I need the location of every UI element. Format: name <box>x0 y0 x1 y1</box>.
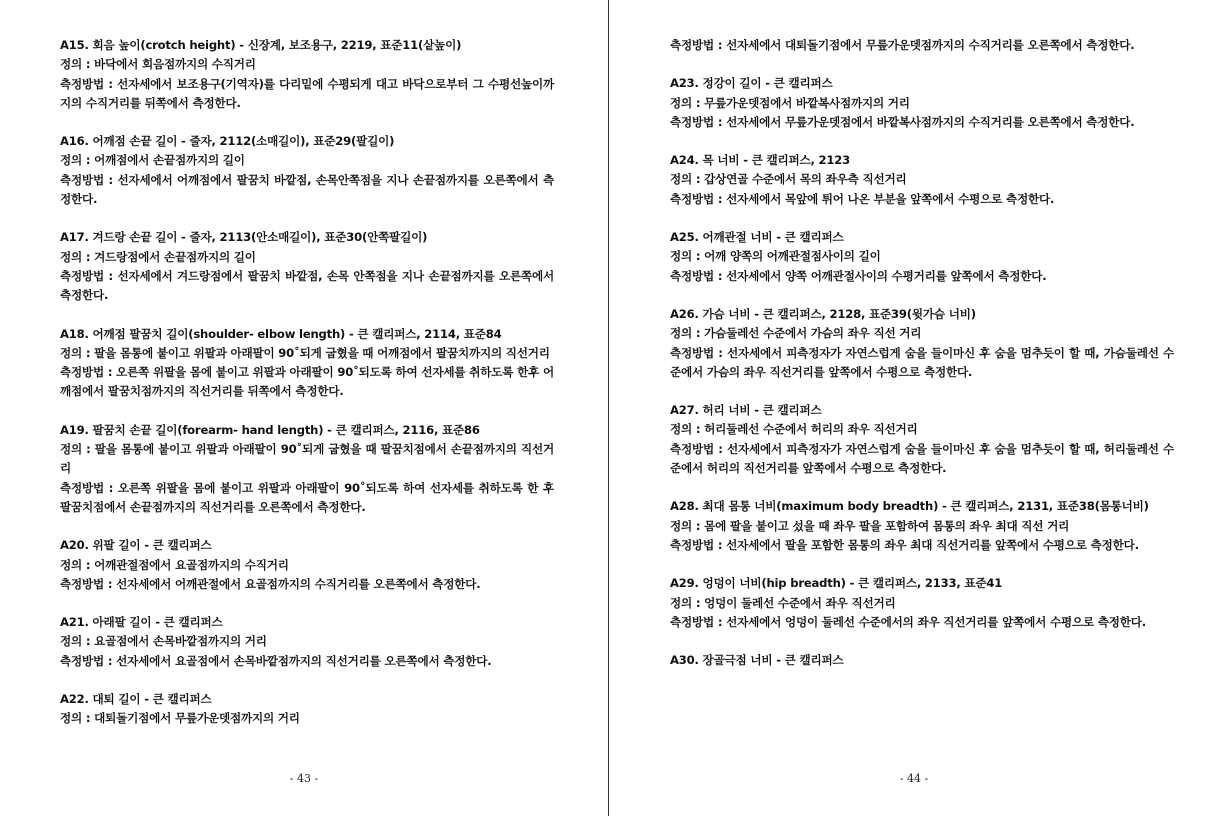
definition-text: 정의 : 요골점에서 손목바깥점까지의 거리 <box>60 634 267 649</box>
definition-text: 정의 : 대퇴돌기점에서 무릎가운뎃점까지의 거리 <box>60 711 300 726</box>
measurement-entry <box>670 305 1174 382</box>
method-text: 측정방법 : 선자세에서 피측정자가 자연스럽게 숨을 들이마신 후 숨을 멈추듯이 할 때, 허리둘레선 수준에서 허리의 직선거리를 앞쪽에서 수평으로 측정한다. <box>670 441 1174 476</box>
entry-title: A20. 위팔 길이 - 큰 캘리퍼스 <box>60 538 212 553</box>
entry-title: A19. 팔꿈치 손끝 길이(forearm- hand length) - 큰 캘리퍼스, 2116, 표준86 <box>60 422 480 437</box>
definition-text: 정의 : 팔을 몸통에 붙이고 위팔과 아래팔이 90˚되게 굽혔을 때 팔꿈치점에서 손끝점까지의 직선거리 <box>60 442 554 476</box>
entry-title: A23. 정강이 길이 - 큰 캘리퍼스 <box>670 76 833 91</box>
measurement-entry <box>670 151 1174 209</box>
method-text: 측정방법 : 선자세에서 무릎가운뎃점에서 바깥복사점까지의 수직거리를 오른쪽에서 측정한다. <box>670 114 1135 129</box>
definition-text: 정의 : 몸에 팔을 붙이고 섰을 때 좌우 팔을 포함하여 몸통의 좌우 최대 직선 거리 <box>670 518 1070 533</box>
right-page-content <box>670 36 1174 689</box>
method-text: 측정방법 : 선자세에서 엉덩이 둘레선 수준에서의 좌우 직선거리를 앞쪽에서 수평으로 측정한다. <box>670 614 1146 629</box>
definition-text: 정의 : 어깨관절점에서 요골점까지의 수직거리 <box>60 557 289 572</box>
entry-title: A21. 아래팔 길이 - 큰 캘리퍼스 <box>60 615 223 630</box>
method-text: 측정방법 : 오른쪽 위팔을 몸에 붙이고 위팔과 아래팔이 90˚되도록 하여 선자세를 취하도록 한 후 팔꿈치점에서 손끝점까지의 직선거리를 오른쪽에서 측정한다. <box>60 480 554 514</box>
definition-text: 정의 : 갑상연골 수준에서 목의 좌우측 직선거리 <box>670 172 907 187</box>
measurement-entry <box>60 36 554 113</box>
entry-title: A22. 대퇴 길이 - 큰 캘리퍼스 <box>60 692 212 707</box>
entry-title: A27. 허리 너비 - 큰 캘리퍼스 <box>670 403 822 418</box>
measurement-entry <box>60 613 554 671</box>
measurement-entry <box>670 651 1174 670</box>
page-number-right: - 44 - <box>899 772 929 785</box>
measurement-entry <box>60 228 554 305</box>
measurement-entry <box>60 325 554 402</box>
definition-text: 정의 : 엉덩이 둘레선 수준에서 좌우 직선거리 <box>670 595 896 610</box>
method-text: 측정방법 : 선자세에서 대퇴돌기점에서 무릎가운뎃점까지의 수직거리를 오른쪽에서 측정한다. <box>670 38 1135 52</box>
definition-text: 정의 : 무릎가운뎃점에서 바깥복사점까지의 거리 <box>670 95 910 110</box>
entry-title: A24. 목 너비 - 큰 캘리퍼스, 2123 <box>670 153 851 168</box>
measurement-entry <box>670 401 1174 478</box>
entry-title: A26. 가슴 너비 - 큰 캘리퍼스, 2128, 표준39(윗가슴 너비) <box>670 306 976 321</box>
left-page <box>0 0 608 816</box>
measurement-entry <box>670 497 1174 555</box>
definition-text: 정의 : 허리둘레선 수준에서 허리의 좌우 직선거리 <box>670 422 918 437</box>
entry-title: A15. 회음 높이(crotch height) - 신장계, 보조용구, 2219, 표준11(샅높이) <box>60 38 462 52</box>
left-page-content <box>60 36 554 748</box>
measurement-entry <box>670 74 1174 132</box>
measurement-entry <box>670 36 1174 55</box>
entry-title: A16. 어깨점 손끝 길이 - 줄자, 2112(소매길이), 표준29(팔길이) <box>60 134 395 149</box>
measurement-entry <box>60 421 554 517</box>
method-text: 측정방법 : 선자세에서 어깨점에서 팔꿈치 바깥점, 손목안쪽점을 지나 손끝점까지를 오른쪽에서 측정한다. <box>60 172 554 207</box>
method-text: 측정방법 : 선자세에서 목앞에 튀어 나온 부분을 앞쪽에서 수평으로 측정한다. <box>670 191 1055 206</box>
entry-title: A25. 어깨관절 너비 - 큰 캘리퍼스 <box>670 230 844 245</box>
definition-text: 정의 : 어깨점에서 손끝점까지의 길이 <box>60 153 245 168</box>
page-divider <box>608 0 609 816</box>
entry-title: A17. 겨드랑 손끝 길이 - 줄자, 2113(안소매길이), 표준30(안쪽팔길이) <box>60 230 428 245</box>
entry-title: A28. 최대 몸통 너비(maximum body breadth) - 큰 캘리퍼스, 2131, 표준38(몸통너비) <box>670 499 1149 514</box>
method-text: 측정방법 : 선자세에서 보조용구(기역자)를 다리밑에 수평되게 대고 바닥으로부터 그 수평선높이까지의 수직거리를 뒤쪽에서 측정한다. <box>60 76 554 110</box>
method-text: 측정방법 : 선자세에서 팔을 포함한 몸통의 좌우 최대 직선거리를 앞쪽에서 수평으로 측정한다. <box>670 537 1139 552</box>
measurement-entry <box>670 228 1174 286</box>
entry-title: A30. 장골극점 너비 - 큰 캘리퍼스 <box>670 653 844 668</box>
method-text: 측정방법 : 오른쪽 위팔을 몸에 붙이고 위팔과 아래팔이 90˚되도록 하여 선자세를 취하도록 한후 어깨점에서 팔꿈치점까지의 직선거리를 뒤쪽에서 측정한다. <box>60 365 554 399</box>
definition-text: 정의 : 겨드랑점에서 손끝점까지의 길이 <box>60 249 256 264</box>
measurement-entry <box>670 574 1174 632</box>
method-text: 측정방법 : 선자세에서 양쪽 어깨관절사이의 수평거리를 앞쪽에서 측정한다. <box>670 268 1047 283</box>
definition-text: 정의 : 팔을 몸통에 붙이고 위팔과 아래팔이 90˚되게 굽혔을 때 어깨점에서 팔꿈치까지의 직선거리 <box>60 345 550 360</box>
method-text: 측정방법 : 선자세에서 피측정자가 자연스럽게 숨을 들이마신 후 숨을 멈추듯이 할 때, 가슴둘레선 수준에서 가슴의 좌우 직선거리를 앞쪽에서 수평으로 측정한다. <box>670 345 1174 379</box>
method-text: 측정방법 : 선자세에서 어깨관절에서 요골점까지의 수직거리를 오른쪽에서 측정한다. <box>60 576 481 591</box>
method-text: 측정방법 : 선자세에서 요골점에서 손목바깥점까지의 직선거리를 오른쪽에서 측정한다. <box>60 653 492 668</box>
measurement-entry <box>60 690 554 729</box>
entry-title: A29. 엉덩이 너비(hip breadth) - 큰 캘리퍼스, 2133, 표준41 <box>670 576 1003 591</box>
definition-text: 정의 : 가슴둘레선 수준에서 가슴의 좌우 직선 거리 <box>670 326 922 341</box>
page-number-left: - 43 - <box>289 772 319 785</box>
measurement-entry <box>60 132 554 209</box>
definition-text: 정의 : 어깨 양쪽의 어깨관절점사이의 길이 <box>670 249 881 264</box>
measurement-entry <box>60 536 554 594</box>
entry-title: A18. 어깨점 팔꿈치 길이(shoulder- elbow length) - 큰 캘리퍼스, 2114, 표준84 <box>60 326 502 341</box>
method-text: 측정방법 : 선자세에서 겨드랑점에서 팔꿈치 바깥점, 손목 안쪽점을 지나 손끝점까지를 오른쪽에서 측정한다. <box>60 268 554 303</box>
right-page <box>610 0 1218 816</box>
definition-text: 정의 : 바닥에서 회음점까지의 수직거리 <box>60 57 256 72</box>
